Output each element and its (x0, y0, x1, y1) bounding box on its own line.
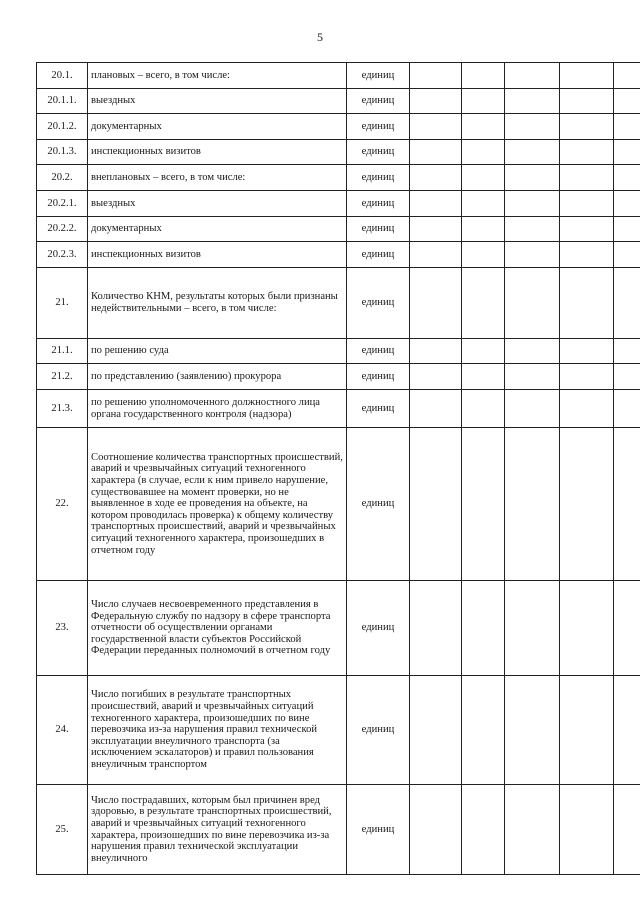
row-description: документарных (88, 114, 347, 140)
value-cell[interactable] (505, 191, 560, 217)
row-number: 25. (37, 785, 88, 875)
row-number: 20.2.1. (37, 191, 88, 217)
value-cell[interactable] (560, 390, 614, 428)
row-unit: единиц (347, 428, 410, 581)
value-cell[interactable] (410, 140, 462, 165)
row-number: 20.1.2. (37, 114, 88, 140)
value-cell[interactable] (410, 63, 462, 89)
table-row (37, 785, 640, 875)
value-cell[interactable] (614, 114, 640, 140)
report-table (36, 62, 640, 875)
value-cell[interactable] (410, 364, 462, 390)
value-cell[interactable] (462, 217, 505, 242)
value-cell[interactable] (410, 217, 462, 242)
row-description: внеплановых – всего, в том числе: (88, 165, 347, 191)
value-cell[interactable] (614, 165, 640, 191)
table-row (37, 581, 640, 676)
row-description: Соотношение количества транспортных происшествий, аварий и чрезвычайных ситуаций техногенного характера (в случае, если к ним привело нарушение, существовавшее на момент проверки, но не выявленное в ходе ее проведения на объекте, на котором проводилась проверка) к общему количеству транспортных происшествий, аварий и чрезвычайных ситуаций техногенного характера, произошедших в отчетном году (88, 428, 347, 581)
value-cell[interactable] (505, 140, 560, 165)
table-row (37, 268, 640, 339)
row-unit: единиц (347, 140, 410, 165)
value-cell[interactable] (560, 364, 614, 390)
table-row (37, 339, 640, 364)
row-number: 21.2. (37, 364, 88, 390)
row-description: по решению уполномоченного должностного лица органа государственного контроля (надзора) (88, 390, 347, 428)
value-cell[interactable] (560, 114, 614, 140)
row-unit: единиц (347, 217, 410, 242)
row-unit: единиц (347, 89, 410, 114)
table-row (37, 428, 640, 581)
value-cell[interactable] (614, 390, 640, 428)
row-unit: единиц (347, 676, 410, 785)
value-cell[interactable] (462, 364, 505, 390)
table-row (37, 63, 640, 89)
value-cell[interactable] (410, 785, 462, 875)
row-number: 20.1.3. (37, 140, 88, 165)
value-cell[interactable] (505, 364, 560, 390)
table-row (37, 191, 640, 217)
row-description: документарных (88, 217, 347, 242)
value-cell[interactable] (505, 390, 560, 428)
value-cell[interactable] (614, 676, 640, 785)
value-cell[interactable] (614, 217, 640, 242)
row-unit: единиц (347, 581, 410, 676)
value-cell[interactable] (560, 140, 614, 165)
value-cell[interactable] (462, 268, 505, 339)
value-cell[interactable] (410, 581, 462, 676)
value-cell[interactable] (505, 268, 560, 339)
value-cell[interactable] (410, 114, 462, 140)
row-number: 22. (37, 428, 88, 581)
value-cell[interactable] (614, 581, 640, 676)
row-unit: единиц (347, 242, 410, 268)
value-cell[interactable] (560, 63, 614, 89)
value-cell[interactable] (560, 191, 614, 217)
value-cell[interactable] (462, 785, 505, 875)
value-cell[interactable] (462, 581, 505, 676)
value-cell[interactable] (410, 89, 462, 114)
value-cell[interactable] (560, 165, 614, 191)
row-number: 20.2. (37, 165, 88, 191)
value-cell[interactable] (505, 165, 560, 191)
table-row (37, 140, 640, 165)
row-number: 23. (37, 581, 88, 676)
value-cell[interactable] (614, 339, 640, 364)
value-cell[interactable] (614, 63, 640, 89)
value-cell[interactable] (410, 339, 462, 364)
value-cell[interactable] (462, 339, 505, 364)
row-description: Число случаев несвоевременного представления в Федеральную службу по надзору в сфере транспорта отчетности об осуществлении органами государственной власти субъектов Российской Федерации переданных полномочий в отчетном году (88, 581, 347, 676)
value-cell[interactable] (560, 676, 614, 785)
value-cell[interactable] (505, 785, 560, 875)
value-cell[interactable] (560, 428, 614, 581)
row-unit: единиц (347, 268, 410, 339)
value-cell[interactable] (462, 390, 505, 428)
row-description: Число погибших в результате транспортных происшествий, аварий и чрезвычайных ситуаций техногенного характера, произошедших по вине перевозчика из-за нарушения правил технической эксплуатации внеуличного транспорта (за исключением эскалаторов) и правил пользования внеуличным транспортом (88, 676, 347, 785)
value-cell[interactable] (462, 140, 505, 165)
table-row (37, 165, 640, 191)
value-cell[interactable] (505, 339, 560, 364)
row-unit: единиц (347, 191, 410, 217)
value-cell[interactable] (614, 89, 640, 114)
row-number: 20.2.3. (37, 242, 88, 268)
value-cell[interactable] (614, 191, 640, 217)
value-cell[interactable] (560, 785, 614, 875)
value-cell[interactable] (560, 217, 614, 242)
value-cell[interactable] (410, 165, 462, 191)
row-unit: единиц (347, 339, 410, 364)
table-row (37, 114, 640, 140)
value-cell[interactable] (462, 191, 505, 217)
value-cell[interactable] (505, 676, 560, 785)
row-number: 20.1. (37, 63, 88, 89)
value-cell[interactable] (505, 89, 560, 114)
value-cell[interactable] (505, 217, 560, 242)
value-cell[interactable] (410, 191, 462, 217)
row-unit: единиц (347, 390, 410, 428)
table-row (37, 364, 640, 390)
row-description: инспекционных визитов (88, 242, 347, 268)
value-cell[interactable] (462, 428, 505, 581)
value-cell[interactable] (614, 364, 640, 390)
row-number: 21.3. (37, 390, 88, 428)
value-cell[interactable] (614, 785, 640, 875)
row-number: 20.1.1. (37, 89, 88, 114)
value-cell[interactable] (462, 63, 505, 89)
value-cell[interactable] (410, 268, 462, 339)
row-unit: единиц (347, 785, 410, 875)
row-unit: единиц (347, 114, 410, 140)
value-cell[interactable] (410, 242, 462, 268)
value-cell[interactable] (462, 676, 505, 785)
value-cell[interactable] (505, 581, 560, 676)
table-row (37, 676, 640, 785)
row-unit: единиц (347, 364, 410, 390)
row-description: Количество КНМ, результаты которых были признаны недействительными – всего, в том числе: (88, 268, 347, 339)
value-cell[interactable] (560, 581, 614, 676)
row-description: Число пострадавших, которым был причинен вред здоровью, в результате транспортных происшествий, аварий и чрезвычайных ситуаций техногенного характера, произошедших по вине перевозчика из-за нарушения правил технической эксплуатации внеуличного (88, 785, 347, 875)
row-description: инспекционных визитов (88, 140, 347, 165)
row-description: по представлению (заявлению) прокурора (88, 364, 347, 390)
row-description: плановых – всего, в том числе: (88, 63, 347, 89)
table-row (37, 242, 640, 268)
value-cell[interactable] (614, 268, 640, 339)
value-cell[interactable] (462, 114, 505, 140)
value-cell[interactable] (410, 676, 462, 785)
row-number: 21.1. (37, 339, 88, 364)
row-description: по решению суда (88, 339, 347, 364)
value-cell[interactable] (410, 428, 462, 581)
row-unit: единиц (347, 165, 410, 191)
table-row (37, 217, 640, 242)
value-cell[interactable] (560, 268, 614, 339)
row-number: 24. (37, 676, 88, 785)
value-cell[interactable] (614, 242, 640, 268)
value-cell[interactable] (614, 140, 640, 165)
row-unit: единиц (347, 63, 410, 89)
value-cell[interactable] (505, 428, 560, 581)
value-cell[interactable] (410, 390, 462, 428)
value-cell[interactable] (560, 242, 614, 268)
row-number: 20.2.2. (37, 217, 88, 242)
value-cell[interactable] (462, 242, 505, 268)
page-number: 5 (317, 30, 323, 44)
table-row (37, 89, 640, 114)
value-cell[interactable] (462, 89, 505, 114)
row-description: выездных (88, 89, 347, 114)
value-cell[interactable] (560, 89, 614, 114)
row-number: 21. (37, 268, 88, 339)
value-cell[interactable] (505, 63, 560, 89)
value-cell[interactable] (462, 165, 505, 191)
row-description: выездных (88, 191, 347, 217)
table-row (37, 390, 640, 428)
value-cell[interactable] (614, 428, 640, 581)
value-cell[interactable] (505, 114, 560, 140)
value-cell[interactable] (505, 242, 560, 268)
value-cell[interactable] (560, 339, 614, 364)
